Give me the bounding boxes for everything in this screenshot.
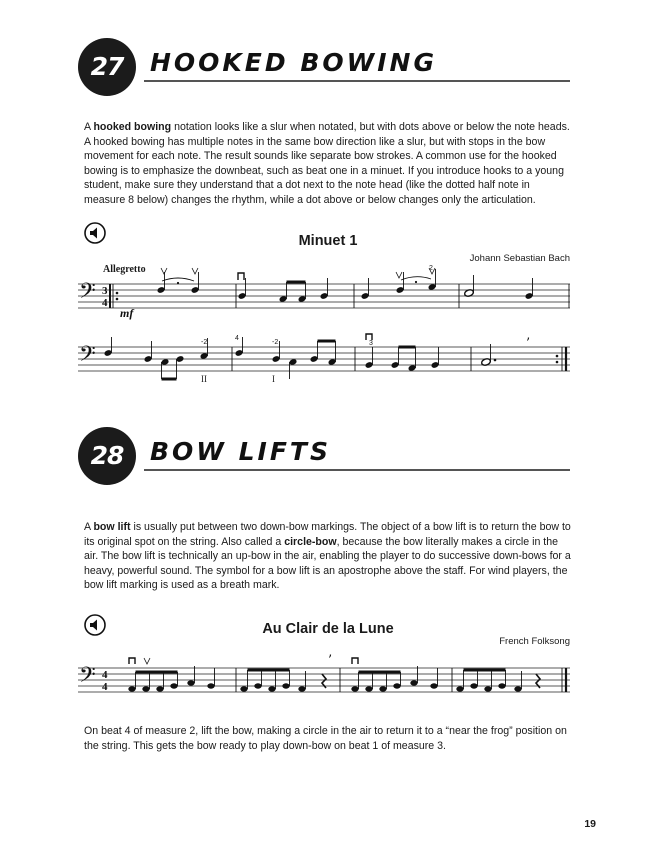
piece-title-au-clair: Au Clair de la Lune xyxy=(262,621,394,637)
lesson-number-badge: 28 xyxy=(78,427,136,485)
title-rule xyxy=(144,469,570,471)
bow-lift-mark: ’ xyxy=(526,336,531,351)
fingering: -2 xyxy=(272,339,279,346)
lesson-27-header xyxy=(78,38,570,98)
title-rule xyxy=(144,80,570,82)
bow-lift-mark: ’ xyxy=(328,653,333,668)
hooked-bowing-paragraph: A hooked bowing notation looks like a slur when notated, but with dots above or below the note heads. A hooked bowing has multiple notes in the same bow direction like a slur, but with stops in the bow movement for each note. The result sounds like separate bow strokes. A common use for the hooked bowing is to emphasize the downbeat, such as beat one in a minuet. If you introduce hooks to a young student, make sure they understand that a dot next to the note head (like the dotted half note in measure 8 below) changes the rhythm, while a dot above or below changes only the articulation. xyxy=(84,121,570,206)
term-circle-bow: circle-bow xyxy=(284,535,337,548)
page-number: 19 xyxy=(584,818,596,830)
bass-clef-icon: 𝄢 xyxy=(79,279,96,309)
term-hooked-bowing: hooked bowing xyxy=(93,121,172,133)
lesson-title: BOW LIFTS xyxy=(150,437,331,466)
composer-credit: Johann Sebastian Bach xyxy=(469,253,570,264)
dynamic-marking: mf xyxy=(120,306,134,320)
term-bow-lift: bow lift xyxy=(93,521,131,533)
svg-text:3: 3 xyxy=(102,285,108,297)
fingering: -2 xyxy=(201,339,208,346)
minuet-staff-line-2 xyxy=(78,337,572,389)
fingering: 2 xyxy=(429,265,433,272)
string-label: I xyxy=(272,374,275,384)
fingering: 4 xyxy=(235,335,239,342)
au-clair-staff xyxy=(78,654,572,706)
bow-lifts-paragraph: A bow lift is usually put between two down-bow markings. The object of a bow lift is to return the bow to its original spot on the string. Also called a circle-bow, because the bow literally makes a circle in the air. The bow lift is technically an up-bow in the air, enabling the player to do successive down-bows for a heavy, powerful sound. The symbol for a bow lift is an apostrophe above the staff. For wind players, the bow lift marking is used as a breath mark. xyxy=(84,521,571,591)
svg-text:4: 4 xyxy=(102,669,108,681)
bow-lift-instruction: On beat 4 of measure 2, lift the bow, making a circle in the air to return it to a “near the frog” position on the string. This gets the bow ready to play down-bow on beat 1 of measure 3. xyxy=(84,725,567,752)
composer-credit: French Folksong xyxy=(499,636,570,647)
piece-title-minuet: Minuet 1 xyxy=(298,233,358,249)
bass-clef-icon: 𝄢 xyxy=(79,663,96,693)
svg-text:4: 4 xyxy=(102,297,108,309)
lesson-number-badge: 27 xyxy=(78,38,136,96)
tempo-marking: Allegretto xyxy=(103,264,146,275)
svg-text:4: 4 xyxy=(102,681,108,693)
lesson-title: HOOKED BOWING xyxy=(150,48,437,77)
lesson-28-header xyxy=(78,427,570,487)
bass-clef-icon: 𝄢 xyxy=(79,342,96,372)
string-label: II xyxy=(201,374,207,384)
fingering: 3 xyxy=(369,340,373,347)
minuet-staff-line-1 xyxy=(78,268,572,326)
